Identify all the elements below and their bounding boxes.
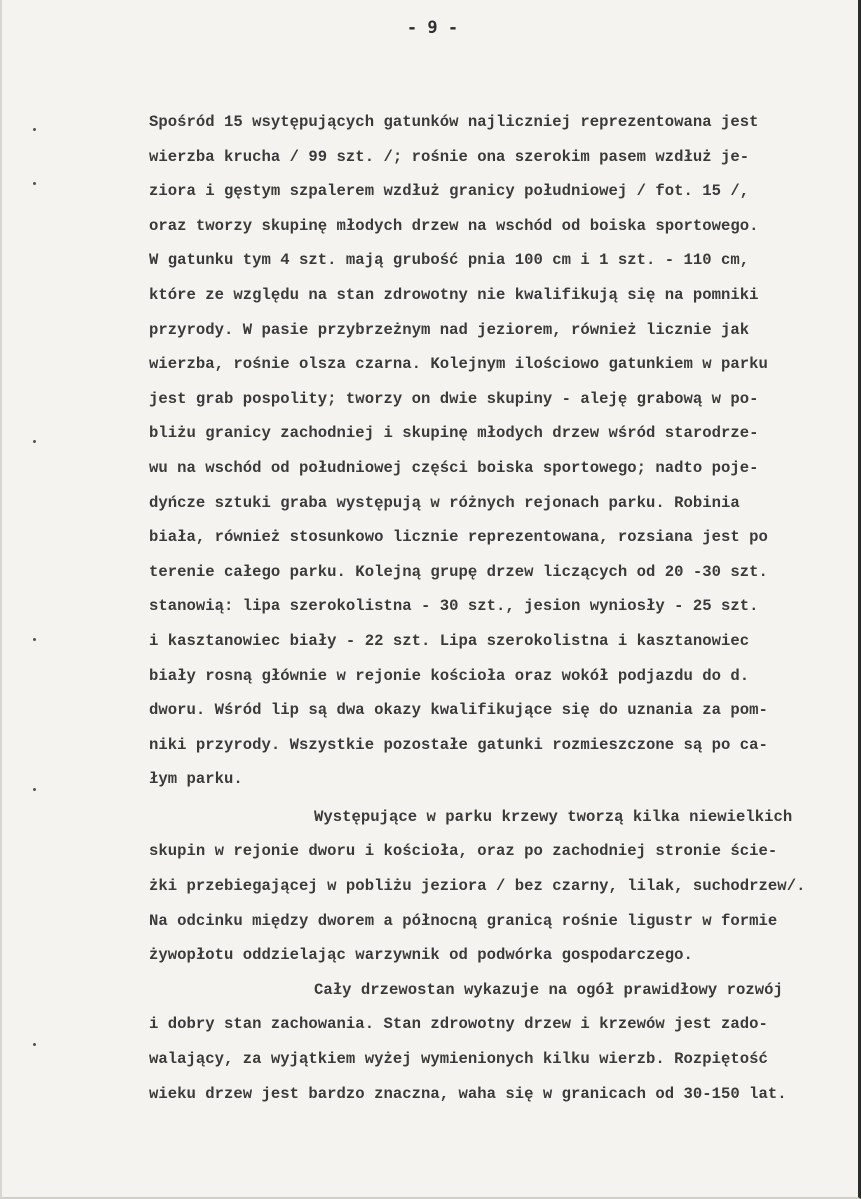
text-line: dworu. Wśród lip są dwa okazy kwalifikujące się do uznania za pom- — [149, 701, 768, 720]
paragraph — [149, 973, 839, 1111]
text-line: oraz tworzy skupinę młodych drzew na wschód od boiska sportowego. — [149, 216, 759, 235]
margin-dot — [33, 638, 36, 641]
text-line: W gatunku tym 4 szt. mają grubość pnia 100 cm i 1 szt. - 110 cm, — [149, 251, 750, 270]
text-line: walający, za wyjątkiem wyżej wymienionych kilku wierzb. Rozpiętość — [149, 1050, 768, 1069]
text-line: skupin w rejonie dworu i kościoła, oraz po zachodniej stronie ście- — [149, 842, 778, 861]
text-line: terenie całego parku. Kolejną grupę drzew liczących od 20 -30 szt. — [149, 562, 768, 581]
text-line: wu na wschód od południowej części boiska sportowego; nadto poje- — [149, 458, 759, 477]
text-line: Spośród 15 wsytępujących gatunków najliczniej reprezentowana jest — [149, 113, 759, 131]
text-line: wierzba, rośnie olsza czarna. Kolejnym ilościowo gatunkiem w parku — [149, 355, 768, 374]
margin-dot — [33, 182, 36, 185]
margin-dot — [33, 440, 36, 443]
body-text — [149, 105, 839, 1111]
text-line: Występujące w parku krzewy tworzą kilka niewielkich — [314, 807, 793, 826]
text-line: wierzba krucha / 99 szt. /; rośnie ona szerokim pasem wzdłuż je- — [149, 147, 750, 166]
text-line: jest grab pospolity; tworzy on dwie skupiny - aleję grabową w po- — [149, 389, 759, 408]
paragraph — [149, 800, 839, 973]
text-line: ziora i gęstym szpalerem wzdłuż granicy południowej / fot. 15 /, — [149, 182, 750, 201]
text-line: łym parku. — [149, 770, 243, 789]
text-line: Cały drzewostan wykazuje na ogół prawidłowy rozwój — [314, 980, 783, 999]
text-line: żki przebiegającej w pobliżu jeziora / bez czarny, lilak, suchodrzew/. — [149, 877, 806, 896]
text-line: biała, również stosunkowo licznie reprezentowana, rozsiana jest po — [149, 528, 768, 547]
text-line: i kasztanowiec biały - 22 szt. Lipa szerokolistna i kasztanowiec — [149, 631, 750, 650]
margin-dot — [33, 128, 36, 131]
text-line: żywopłotu oddzielając warzywnik od podwórka gospodarczego. — [149, 946, 693, 965]
text-line: bliżu granicy zachodniej i skupinę młodych drzew wśród starodrze- — [149, 424, 759, 443]
page-number: - 9 - — [406, 18, 459, 38]
paragraph — [149, 105, 839, 797]
text-line: które ze względu na stan zdrowotny nie kwalifikują się na pomniki — [149, 285, 759, 304]
text-line: biały rosną głównie w rejonie kościoła oraz wokół podjazdu do d. — [149, 666, 750, 685]
text-line: Na odcinku między dworem a północną granicą rośnie ligustr w formie — [149, 911, 778, 930]
text-line: i dobry stan zachowania. Stan zdrowotny drzew i krzewów jest zado- — [149, 1015, 768, 1034]
text-line: dyńcze sztuki graba występują w różnych rejonach parku. Robinia — [149, 493, 740, 512]
text-line: przyrody. W pasie przybrzeżnym nad jeziorem, również licznie jak — [149, 320, 750, 339]
margin-dot — [33, 1043, 36, 1046]
margin-dot — [33, 788, 36, 791]
text-line: stanowią: lipa szerokolistna - 30 szt., jesion wyniosły - 25 szt. — [149, 597, 759, 616]
text-line: niki przyrody. Wszystkie pozostałe gatunki rozmieszczone są po ca- — [149, 735, 768, 754]
text-line: wieku drzew jest bardzo znaczna, waha się w granicach od 30-150 lat. — [149, 1084, 787, 1103]
